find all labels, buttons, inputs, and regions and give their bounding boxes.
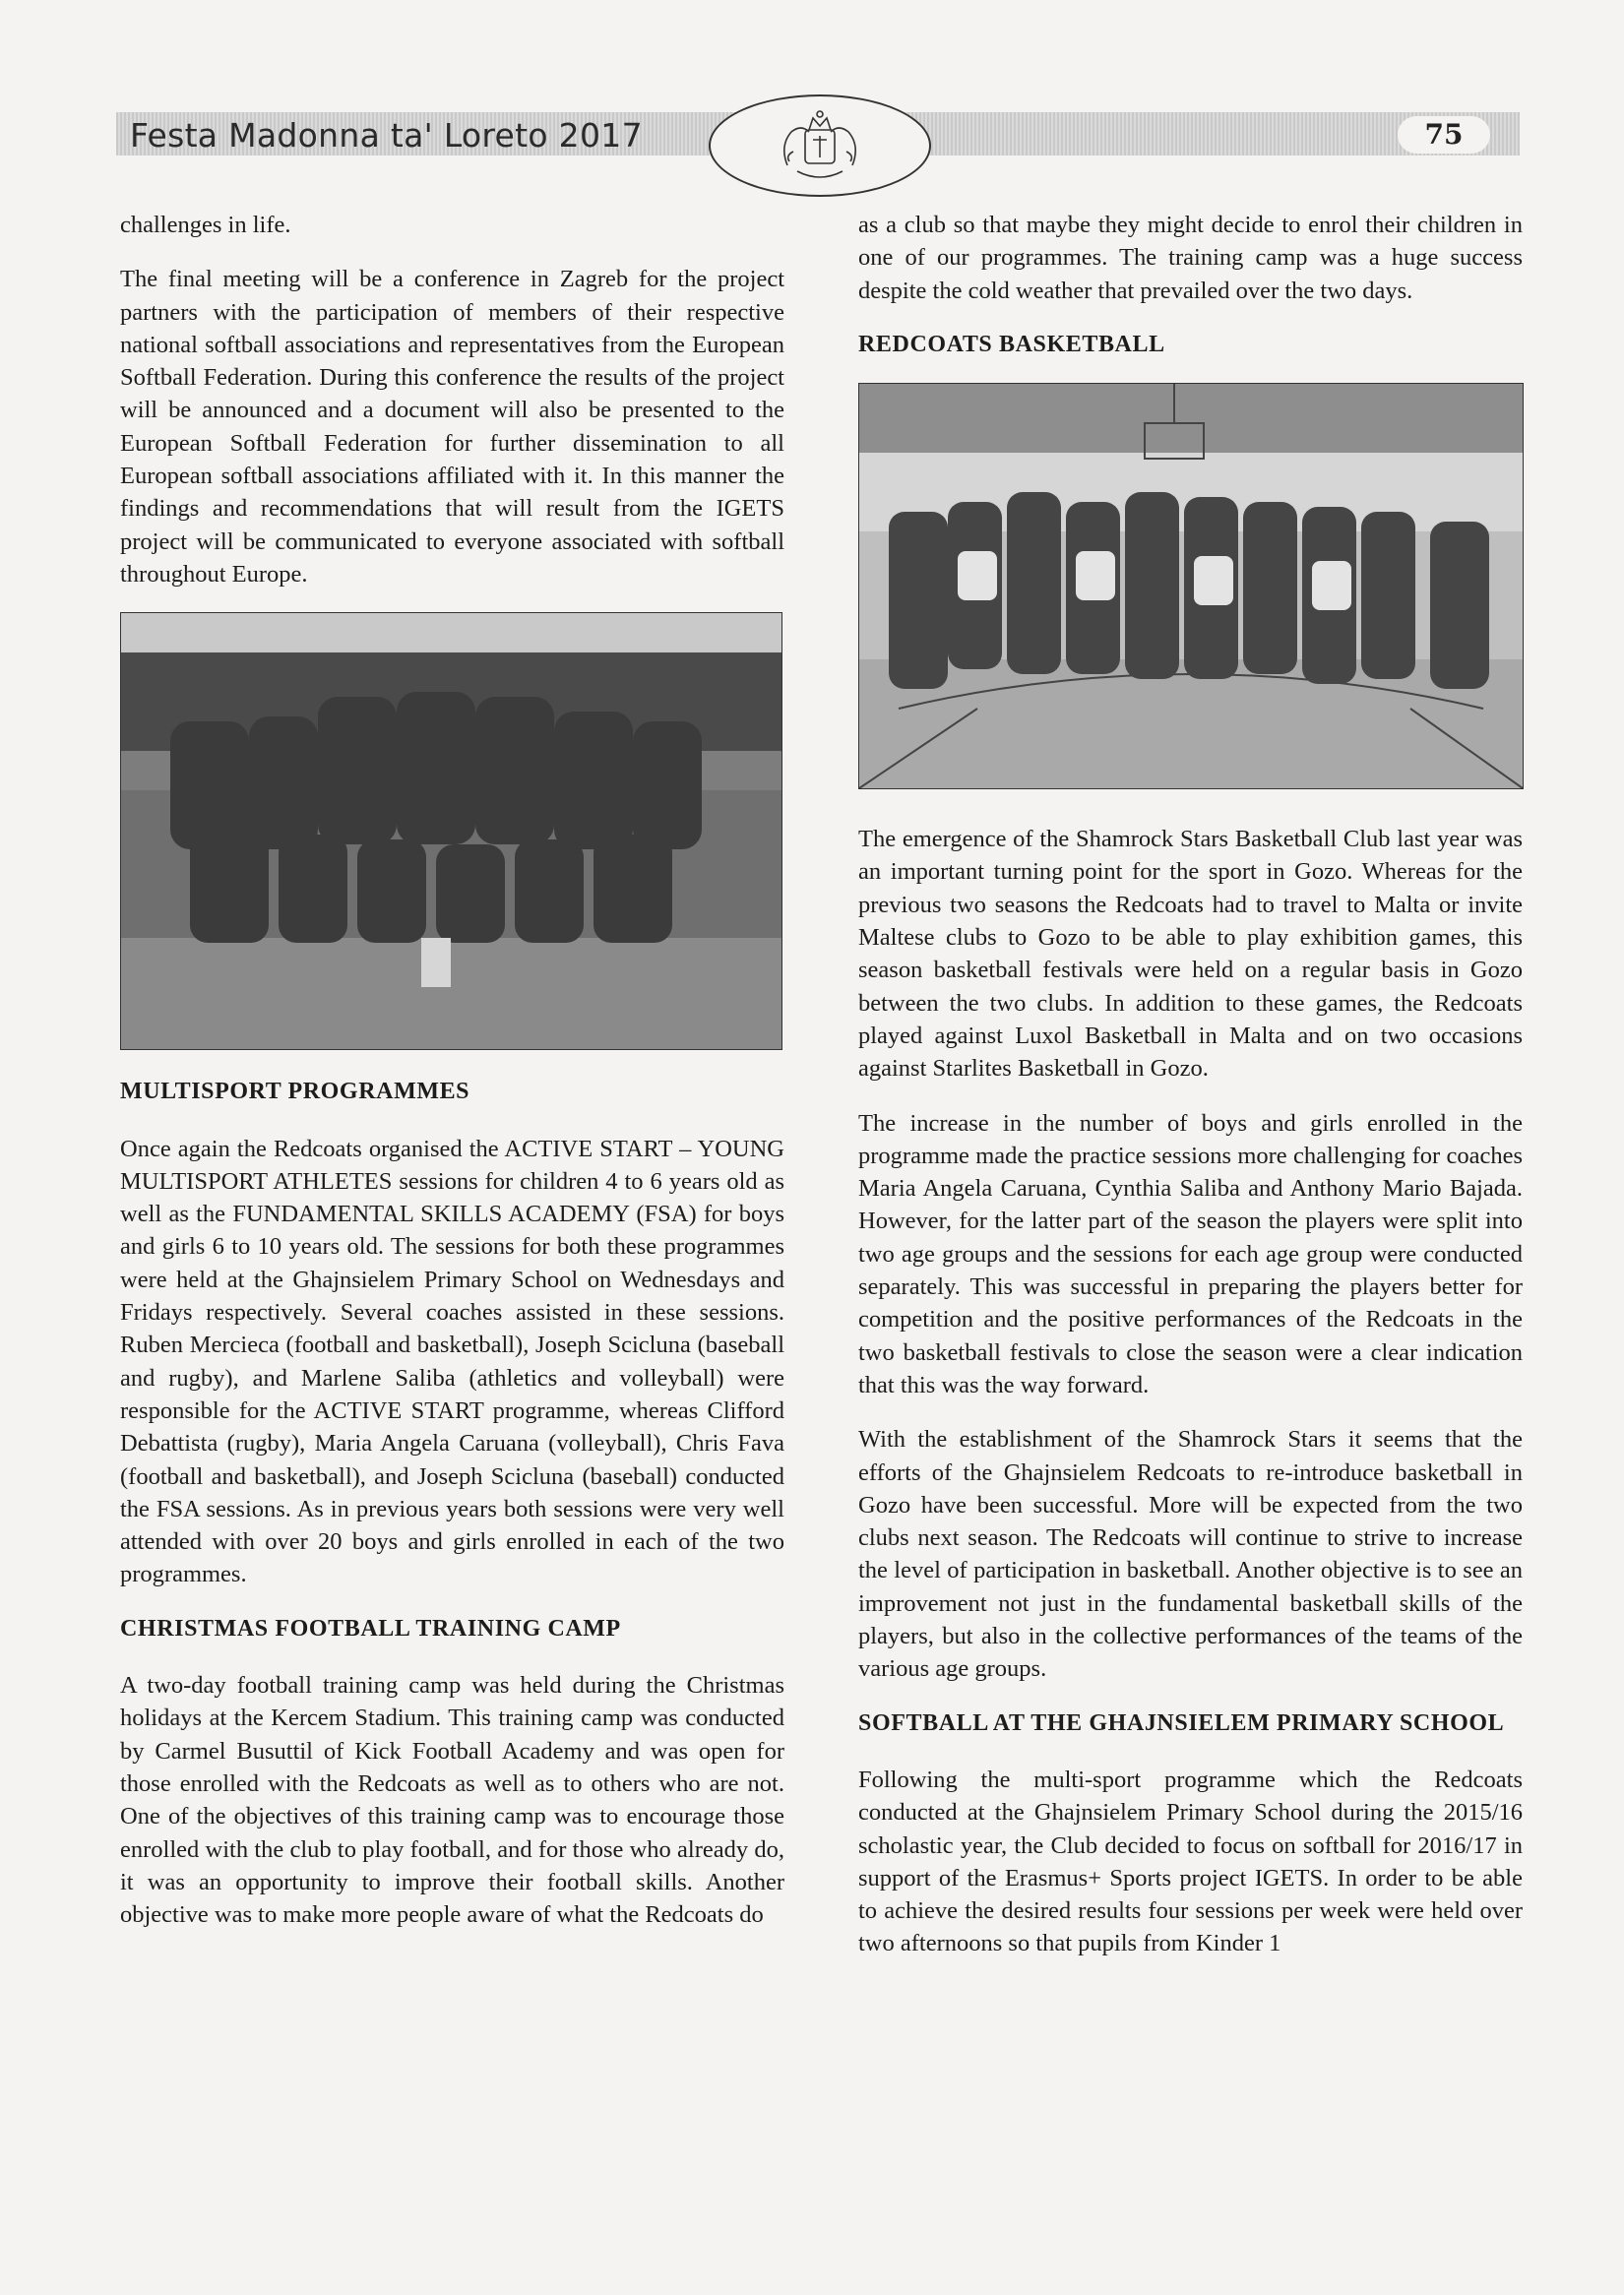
- paragraph-softball-school: Following the multi-sport programme which the Redcoats conducted at the Ghajnsielem Primary School during the 2015/16 scholastic year, the Club decided to focus on softball for 2016/17 in support of the Erasmus+ Sports project IGETS. In order to be able to achieve the desired results four sessions per week were held over two afternoons so that pupils from Kinder 1: [858, 1766, 1523, 1957]
- heading-christmas-camp: CHRISTMAS FOOTBALL TRAINING CAMP: [120, 1615, 621, 1642]
- basketball-team-photo: [858, 383, 1524, 789]
- paragraph-multisport: Once again the Redcoats organised the ACTIVE START – YOUNG MULTISPORT ATHLETES sessions for children 4 to 6 years old as well as the FUNDAMENTAL SKILLS ACADEMY (FSA) for boys and girls 6 to 10 years old. The sessions for both these programmes were held at the Ghajnsielem Primary School on Wednesdays and Fridays respectively. Several coaches assisted in these sessions. Ruben Mercieca (football and basketball), Joseph Scicluna (baseball and rugby), and Marlene Saliba (athletics and volleyball) were responsible for the ACTIVE START programme, whereas Clifford Debattista (rugby), Maria Angela Caruana (volleyball), Chris Fava (football and basketball), and Joseph Scicluna (baseball) conducted the FSA sessions. As in previous years both sessions were very well attended with over 20 boys and girls enrolled in each of the two programmes.: [120, 1135, 784, 1588]
- left-column: [120, 209, 784, 1931]
- page-number: 75: [1398, 116, 1490, 154]
- heading-multisport: MULTISPORT PROGRAMMES: [120, 1079, 470, 1105]
- heading-softball-school: SOFTBALL AT THE GHAJNSIELEM PRIMARY SCHOOL: [858, 1709, 1505, 1736]
- paragraph-christmas-camp: A two-day football training camp was held during the Christmas holidays at the Kercem Stadium. This training camp was conducted by Carmel Busuttil of Kick Football Academy and was open for those enrolled with the Redcoats as well as to others who are not. One of the objectives of this training camp was to encourage those enrolled with the club to play football, and for those who already do, it was an opportunity to improve their football skills. Another objective was to make more people aware of what the Redcoats do: [120, 1672, 784, 1929]
- paragraph-continued: challenges in life.: [120, 212, 291, 238]
- running-header-title: Festa Madonna ta' Loreto 2017: [130, 116, 643, 155]
- parish-crest-icon: [709, 94, 931, 197]
- paragraph-basketball-3: With the establishment of the Shamrock Stars it seems that the efforts of the Ghajnsielem Redcoats to re-introduce basketball in Gozo have been successful. More will be expected from the two clubs next season. The Redcoats will continue to strive to increase the level of participation in basketball. Another objective is to see an improvement not just in the fundamental basketball skills of the players, but also in the collective performances of the teams of the various age groups.: [858, 1426, 1523, 1683]
- paragraph-basketball-2: The increase in the number of boys and girls enrolled in the programme made the practice sessions more challenging for coaches Maria Angela Caruana, Cynthia Saliba and Anthony Mario Bajada. However, for the latter part of the season the players were split into two age groups and the sessions for each age group were conducted separately. This was successful in preparing the players better for competition and the positive performances of the Redcoats in the two basketball festivals to close the season were a clear indication that this was the way forward.: [858, 1109, 1523, 1398]
- right-column: [858, 209, 1523, 1960]
- paragraph-final-meeting: The final meeting will be a conference in Zagreb for the project partners with the participation of members of their respective national softball associations and representatives from the European Softball Federation. During this conference the results of the project will be announced and a document will also be presented to the European Softball Federation for further dissemination to all European softball associations affiliated with it. In this manner the findings and recommendations that will result from the IGETS project will be communicated to everyone associated with softball throughout Europe.: [120, 266, 784, 588]
- heading-redcoats-basketball: REDCOATS BASKETBALL: [858, 331, 1165, 357]
- softball-team-photo: [120, 612, 782, 1050]
- paragraph-continued-right: as a club so that maybe they might decide to enrol their children in one of our programmes. The training camp was a huge success despite the cold weather that prevailed over the two days.: [858, 212, 1523, 304]
- paragraph-basketball-1: The emergence of the Shamrock Stars Basketball Club last year was an important turning point for the sport in Gozo. Whereas for the previous two seasons the Redcoats had to travel to Malta or invite Maltese clubs to Gozo to be able to play exhibition games, this season basketball festivals were held on a regular basis in Gozo between the two clubs. In addition to these games, the Redcoats played against Luxol Basketball in Malta and on two occasions against Starlites Basketball in Gozo.: [858, 826, 1523, 1083]
